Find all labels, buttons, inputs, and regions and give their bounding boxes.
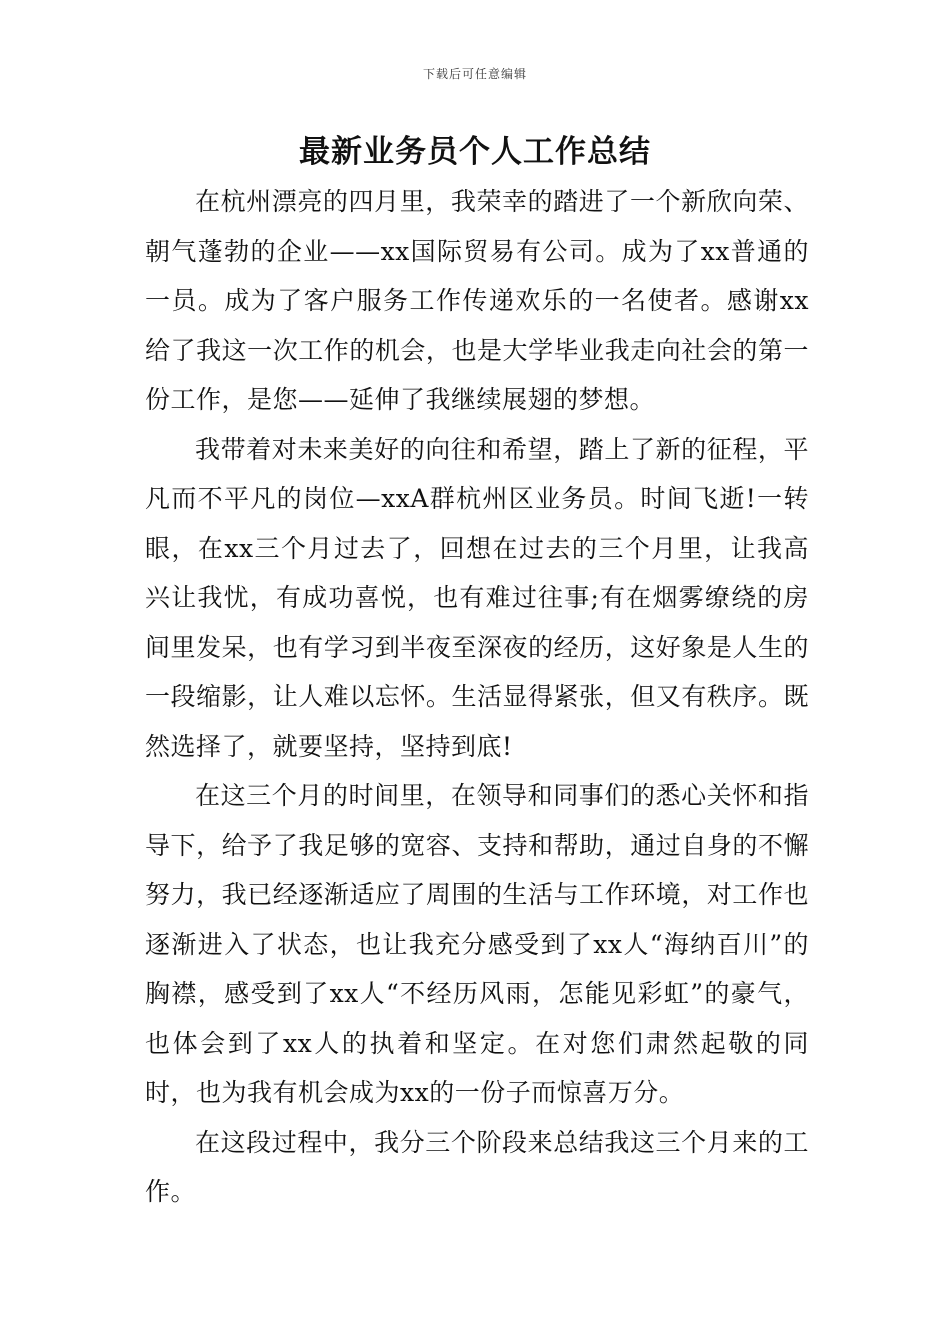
document-body [145,177,809,1217]
document-title: 最新业务员个人工作总结 [299,134,651,170]
paragraph-3: 在这三个月的时间里，在领导和同事们的悉心关怀和指导下，给予了我足够的宽容、支持和帮助，通过自身的不懈努力，我已经逐渐适应了周围的生活与工作环境，对工作也逐渐进入了状态，也让我充分感受到了xx人“海纳百川”的胸襟，感受到了xx人“不经历风雨，怎能见彩虹”的豪气，也体会到了xx人的执着和坚定。在对您们肃然起敬的同时，也为我有机会成为xx的一份子而惊喜万分。 [145,781,809,1107]
paragraph-2: 我带着对未来美好的向往和希望，踏上了新的征程，平凡而不平凡的岗位—xxA群杭州区业务员。时间飞逝!一转眼，在xx三个月过去了，回想在过去的三个月里，让我高兴让我忧，有成功喜悦，也有难过往事;有在烟雾缭绕的房间里发呆，也有学习到半夜至深夜的经历，这好象是人生的一段缩影，让人难以忘怀。生活显得紧张，但又有秩序。既然选择了，就要坚持，坚持到底! [145,434,809,761]
paragraph-1: 在杭州漂亮的四月里，我荣幸的踏进了一个新欣向荣、朝气蓬勃的企业——xx国际贸易有公司。成为了xx普通的一员。成为了客户服务工作传递欢乐的一名使者。感谢xx给了我这一次工作的机会，也是大学毕业我走向社会的第一份工作，是您——延伸了我继续展翅的梦想。 [145,187,809,414]
header-note: 下载后可任意编辑 [422,67,527,81]
paragraph-4: 在这段过程中，我分三个阶段来总结我这三个月来的工作。 [145,1127,809,1206]
